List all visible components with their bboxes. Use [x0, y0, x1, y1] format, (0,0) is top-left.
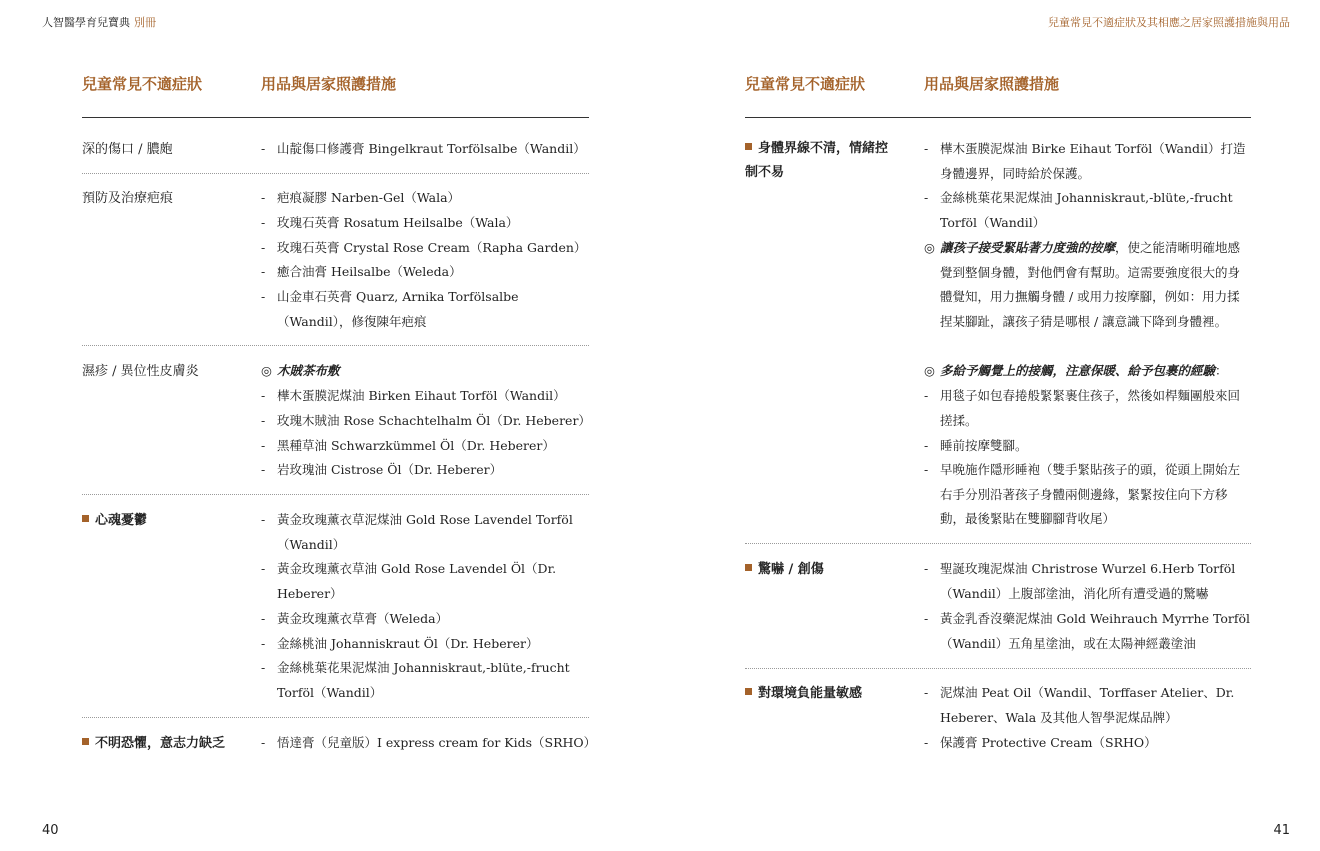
- square-bullet-icon: [82, 515, 89, 522]
- item-text: 玫瑰石英膏 Rosatum Heilsalbe（Wala）: [277, 215, 519, 230]
- item-text: 金絲桃油 Johanniskraut Öl（Dr. Heberer）: [277, 636, 539, 651]
- bullet: -: [924, 611, 929, 626]
- list-item: [924, 359, 1252, 384]
- page-number: 41: [1273, 823, 1290, 838]
- bullet: -: [924, 735, 929, 750]
- square-bullet-icon: [82, 738, 89, 745]
- list-item: [924, 186, 1252, 235]
- item-text: 早晚施作隱形睡袍（雙手緊貼孩子的頭，從頭上開始左右手分別沿著孩子身體兩側邊緣，緊緊按住向下方移動，最後緊貼在雙腳腳背收尾）: [940, 462, 1241, 527]
- row-separator: [82, 345, 589, 346]
- row-separator: [82, 173, 589, 174]
- bullet: -: [261, 190, 266, 205]
- item-text: 岩玫瑰油 Cistrose Öl（Dr. Heberer）: [277, 462, 503, 477]
- bullet: -: [261, 215, 266, 230]
- bullet: -: [261, 660, 266, 675]
- symptom-label: 心魂憂鬱: [82, 508, 147, 533]
- bullet: -: [924, 561, 929, 576]
- right-page: [660, 0, 1320, 851]
- bullet: -: [261, 388, 266, 403]
- bullet: ◎: [261, 363, 272, 378]
- running-header-right: 兒童常見不適症狀及其相應之居家照護措施與用品: [1048, 16, 1290, 29]
- item-text: 讓孩子接受緊貼著力度強的按摩: [940, 240, 1116, 255]
- item-text: 山金車石英膏 Quarz, Arnika Torfölsalbe（Wandil），修復陳年疤痕: [277, 289, 519, 329]
- bullet: -: [924, 438, 929, 453]
- symptom-label: 深的傷口 / 膿皰: [82, 142, 173, 157]
- list-item: [924, 458, 1252, 532]
- bullet: -: [261, 462, 266, 477]
- square-bullet-icon: [745, 564, 752, 571]
- list-item: [261, 260, 591, 285]
- bullet: -: [924, 190, 929, 205]
- symptom-label: 不明恐懼，意志力缺乏: [82, 731, 225, 756]
- bullet: -: [261, 636, 266, 651]
- item-text: 睡前按摩雙腳。: [940, 438, 1028, 453]
- bullet: -: [261, 240, 266, 255]
- square-bullet-icon: [745, 143, 752, 150]
- item-text: 黃金乳香沒藥泥煤油 Gold Weihrauch Myrrhe Torföl（Wandil）五角星塗油，或在太陽神經叢塗油: [940, 611, 1250, 651]
- symptom-label: 濕疹 / 異位性皮膚炎: [82, 364, 199, 379]
- bullet: -: [924, 462, 929, 477]
- bullet: -: [261, 512, 266, 527]
- bullet: -: [261, 264, 266, 279]
- list-item: [261, 359, 591, 384]
- row-separator: [745, 543, 1251, 544]
- bullet: ◎: [924, 363, 935, 378]
- row-separator: [82, 494, 589, 495]
- item-text: 木賊茶布敷: [277, 363, 340, 378]
- list-item: [261, 384, 591, 409]
- symptom-label: 預防及治療疤痕: [82, 191, 174, 206]
- item-text: 黃金玫瑰薰衣草膏（Weleda）: [277, 611, 449, 626]
- list-item: [261, 557, 591, 606]
- item-text: 金絲桃葉花果泥煤油 Johanniskraut,-blüte,-frucht Torföl（Wandil）: [940, 190, 1233, 230]
- list-item: [261, 458, 591, 483]
- list-item: [261, 656, 591, 705]
- bullet: -: [261, 413, 266, 428]
- item-text: 黃金玫瑰薰衣草油 Gold Rose Lavendel Öl（Dr. Heberer）: [277, 561, 557, 601]
- header-rule: [745, 117, 1251, 118]
- item-text: 悟達膏（兒童版）I express cream for Kids（SRHO）: [277, 735, 597, 750]
- bullet: -: [261, 561, 266, 576]
- list-item: [261, 731, 596, 756]
- book-title: 人智醫學育兒寶典: [42, 16, 130, 29]
- item-text: 山靛傷口修護膏 Bingelkraut Torfölsalbe（Wandil）: [277, 141, 586, 156]
- row-separator: [745, 668, 1251, 669]
- bullet: -: [261, 289, 266, 304]
- bullet: -: [924, 388, 929, 403]
- bullet: -: [261, 611, 266, 626]
- list-item: [261, 508, 591, 557]
- item-text: 保護膏 Protective Cream（SRHO）: [940, 735, 1157, 750]
- column-header-care: 用品與居家照護措施: [924, 75, 1060, 93]
- header-rule: [82, 117, 589, 118]
- list-item: [924, 731, 1252, 756]
- list-item: [261, 632, 591, 657]
- list-item: [261, 409, 591, 434]
- item-text: 玫瑰石英膏 Crystal Rose Cream（Rapha Garden）: [277, 240, 587, 255]
- list-item: [924, 236, 1252, 335]
- list-item: [924, 137, 1252, 186]
- book-subtitle: 別冊: [134, 16, 156, 29]
- list-item: [261, 434, 591, 459]
- item-text: 玫瑰木賊油 Rose Schachtelhalm Öl（Dr. Heberer）: [277, 413, 591, 428]
- page-number: 40: [42, 823, 59, 838]
- item-text: 癒合油膏 Heilsalbe（Weleda）: [277, 264, 462, 279]
- column-header-symptom: 兒童常見不適症狀: [82, 75, 203, 93]
- bullet: -: [261, 735, 266, 750]
- item-text: 用毯子如包春捲般緊緊裹住孩子，然後如桿麵團般來回搓揉。: [940, 388, 1241, 428]
- column-header-care: 用品與居家照護措施: [261, 75, 397, 93]
- list-item: [924, 557, 1252, 606]
- item-text: 黃金玫瑰薰衣草泥煤油 Gold Rose Lavendel Torföl（Wandil）: [277, 512, 573, 552]
- column-header-symptom: 兒童常見不適症狀: [745, 75, 866, 93]
- list-item: [261, 607, 591, 632]
- item-text: 疤痕凝膠 Narben-Gel（Wala）: [277, 190, 461, 205]
- item-text: 泥煤油 Peat Oil（Wandil、Torffaser Atelier、Dr. Heberer、Wala 及其他人智學泥煤品牌）: [940, 685, 1235, 725]
- item-text: 聖誕玫瑰泥煤油 Christrose Wurzel 6.Herb Torföl（Wandil）上腹部塗油，消化所有遭受過的驚嚇: [940, 561, 1236, 601]
- list-item: [924, 384, 1252, 433]
- list-item: [261, 285, 591, 334]
- item-text-continued: ，使之能清晰明確地感覺到整個身體，對他們會有幫助。這需要強度很大的身體覺知，用力撫觸身體 / 或用力按摩腳，例如：用力揉捏某腳趾，讓孩子猜是哪根 / 讓意識下降到身體裡。: [940, 240, 1241, 330]
- bullet: -: [924, 141, 929, 156]
- item-text: 樺木蛋膜泥煤油 Birke Eihaut Torföl（Wandil）打造身體邊界，同時給於保護。: [940, 141, 1246, 181]
- bullet: -: [924, 685, 929, 700]
- symptom-label: 對環境負能量敏感: [745, 681, 862, 706]
- list-item: [261, 137, 591, 162]
- item-text: 黑種草油 Schwarzkümmel Öl（Dr. Heberer）: [277, 438, 555, 453]
- running-header-left: [42, 14, 156, 30]
- row-separator: [82, 717, 589, 718]
- symptom-label: 身體界線不清，情緒控制不易: [745, 141, 889, 180]
- list-item: [261, 236, 591, 261]
- item-text-continued: ：: [1215, 363, 1228, 378]
- list-item: [924, 434, 1252, 459]
- list-item: [924, 681, 1252, 730]
- symptom-label: 驚嚇 / 創傷: [745, 557, 824, 582]
- item-text: 多給予觸覺上的接觸，注意保暖、給予包裹的經驗: [940, 363, 1216, 378]
- bullet: -: [261, 141, 266, 156]
- item-text: 樺木蛋膜泥煤油 Birken Eihaut Torföl（Wandil）: [277, 388, 566, 403]
- bullet: -: [261, 438, 266, 453]
- bullet: ◎: [924, 240, 935, 255]
- list-item: [261, 211, 591, 236]
- list-item: [261, 186, 591, 211]
- list-item: [924, 607, 1252, 656]
- item-text: 金絲桃葉花果泥煤油 Johanniskraut,-blüte,-frucht Torföl（Wandil）: [277, 660, 570, 700]
- square-bullet-icon: [745, 688, 752, 695]
